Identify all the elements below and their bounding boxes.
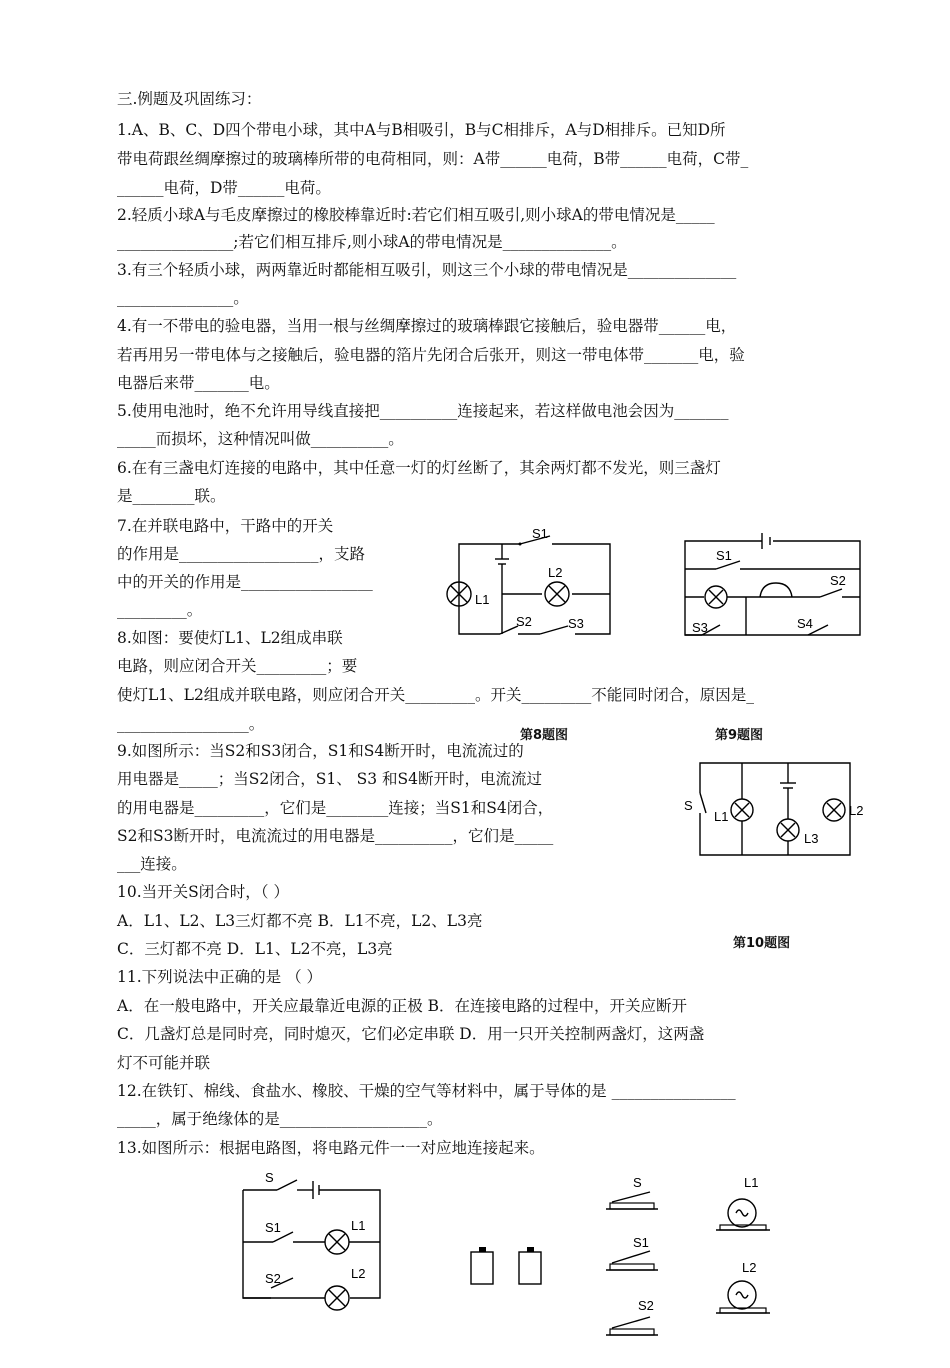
label-s: S — [684, 798, 693, 813]
section-heading: 三.例题及巩固练习： — [117, 90, 262, 108]
q4-line-3: 电器后来带_______电。 — [117, 374, 280, 392]
battery-2-icon — [519, 1252, 541, 1284]
q8-line-4: _________________。 — [117, 715, 265, 733]
q7-line-1: 7.在并联电路中，干路中的开关 — [117, 517, 334, 535]
q12-line-2: _____，属于绝缘体的是___________________。 — [117, 1110, 443, 1128]
q8-line-3: 使灯L1、L2组成并联电路，则应闭合开关_________。开关_________不能同时闭合，原因是_ — [117, 686, 755, 704]
q5-line-1: 5.使用电池时，绝不允许用导线直接把__________连接起来，若这样做电池会因为_______ — [117, 402, 729, 420]
fig8-caption: 第8题图 — [520, 728, 569, 743]
q4-line-2: 若再用另一带电体与之接触后，验电器的箔片先闭合后张开，则这一带电体带_______电，验 — [117, 346, 745, 364]
fig9-caption: 第9题图 — [715, 728, 764, 743]
label-l1: L1 — [475, 592, 490, 607]
q10-options-ab: A．L1、L2、L3三灯都不亮 B．L1不亮，L2、L3亮 — [117, 912, 483, 930]
part-label-s: S — [633, 1175, 642, 1190]
switch-s2-icon — [612, 1317, 650, 1328]
fig13-circuit — [235, 1170, 390, 1310]
part-label-s2: S2 — [638, 1298, 654, 1313]
q7-line-4: _________。 — [117, 601, 203, 619]
part-label-s1: S1 — [633, 1235, 649, 1250]
q2-line-1: 2.轻质小球A与毛皮摩擦过的橡胶棒靠近时:若它们相互吸引,则小球A的带电情况是_____ — [117, 206, 715, 224]
label-l2: L2 — [849, 803, 864, 818]
q9-line-5: ___连接。 — [117, 855, 187, 873]
physical-switches — [600, 1175, 665, 1345]
switch-s2 — [820, 589, 842, 597]
fig8-circuit — [440, 522, 615, 642]
label-l1: L1 — [351, 1218, 366, 1233]
q7-line-2: 的作用是__________________，支路 — [117, 545, 366, 563]
switch-s — [277, 1180, 297, 1190]
label-l2: L2 — [548, 565, 563, 580]
q11-line-4: 灯不可能并联 — [117, 1054, 211, 1072]
label-s1: S1 — [716, 548, 732, 563]
fig9-circuit — [680, 527, 865, 642]
q11-line-1: 11.下列说法中正确的是 （ ） — [117, 968, 323, 986]
q5-line-2: _____而损坏，这种情况叫做__________。 — [117, 430, 404, 448]
q3-line-2: _______________。 — [117, 289, 249, 307]
switch-s1-icon — [612, 1251, 650, 1263]
label-s1: S1 — [265, 1220, 281, 1235]
label-s2: S2 — [265, 1271, 281, 1286]
battery-pair — [465, 1240, 555, 1288]
label-s2: S2 — [830, 573, 846, 588]
q9-line-1: 9.如图所示：当S2和S3闭合，S1和S4断开时，电流流过的 — [117, 742, 524, 760]
q11-options-cd: C．几盏灯总是同时亮，同时熄灭，它们必定串联 D．用一只开关控制两盏灯，这两盏 — [117, 1025, 705, 1043]
label-s: S — [265, 1170, 274, 1185]
q8-line-1: 8.如图：要使灯L1、L2组成串联 — [117, 629, 343, 647]
switch-s3 — [540, 626, 568, 634]
q10-options-cd: C．三灯都不亮 D．L1、L2不亮，L3亮 — [117, 940, 393, 958]
q6-line-1: 6.在有三盏电灯连接的电路中，其中任意一灯的灯丝断了，其余两灯都不发光，则三盏灯 — [117, 459, 721, 477]
label-s4: S4 — [797, 616, 813, 631]
q2-line-2: _______________;若它们相互排斥,则小球A的带电情况是______________。 — [117, 233, 627, 251]
q7-line-3: 中的开关的作用是_________________ — [117, 573, 373, 591]
q9-line-2: 用电器是_____；当S2闭合，S1、 S3 和S4断开时，电流流过 — [117, 770, 543, 788]
fig10-caption: 第10题图 — [733, 936, 791, 951]
part-label-l1: L1 — [744, 1175, 759, 1190]
q6-line-2: 是________联。 — [117, 487, 226, 505]
q9-line-4: S2和S3断开时，电流流过的用电器是__________，它们是_____ — [117, 827, 554, 845]
q12-line-1: 12.在铁钉、棉线、食盐水、橡胶、干燥的空气等材料中，属于导体的是 ________________ — [117, 1082, 736, 1100]
label-s2: S2 — [516, 614, 532, 629]
q3-line-1: 3.有三个轻质小球，两两靠近时都能相互吸引，则这三个小球的带电情况是______________ — [117, 261, 737, 279]
q8-line-2: 电路，则应闭合开关_________；要 — [117, 657, 358, 675]
label-s3: S3 — [692, 620, 708, 635]
label-l1: L1 — [714, 809, 729, 824]
q13-line-1: 13.如图所示：根据电路图，将电路元件一一对应地连接起来。 — [117, 1139, 545, 1157]
switch-s — [700, 793, 706, 813]
q1-line-3: ______电荷，D带______电荷。 — [117, 179, 331, 197]
q1-line-2: 带电荷跟丝绸摩擦过的玻璃棒所带的电荷相同，则：A带______电荷，B带______电荷，C带_ — [117, 150, 749, 168]
bell — [760, 583, 792, 597]
physical-lamps — [712, 1175, 782, 1325]
q10-line-1: 10.当开关S闭合时，（ ） — [117, 883, 289, 901]
q4-line-1: 4.有一不带电的验电器，当用一根与丝绸摩擦过的玻璃棒跟它接触后，验电器带______电， — [117, 317, 737, 335]
fig10-circuit — [684, 755, 864, 865]
q11-options-ab: A．在一般电路中，开关应最靠近电源的正极 B．在连接电路的过程中，开关应断开 — [117, 997, 688, 1015]
switch-s-icon — [612, 1192, 650, 1202]
label-s1: S1 — [532, 526, 548, 541]
label-l3: L3 — [804, 831, 819, 846]
label-l2: L2 — [351, 1266, 366, 1281]
battery-1-icon — [471, 1252, 493, 1284]
label-s3: S3 — [568, 616, 584, 631]
part-label-l2: L2 — [742, 1260, 757, 1275]
q9-line-3: 的用电器是_________，它们是________连接；当S1和S4闭合， — [117, 799, 554, 817]
q1-line-1: 1.A、B、C、D四个带电小球，其中A与B相吸引，B与C相排斥，A与D相排斥。已知D所 — [117, 121, 726, 139]
